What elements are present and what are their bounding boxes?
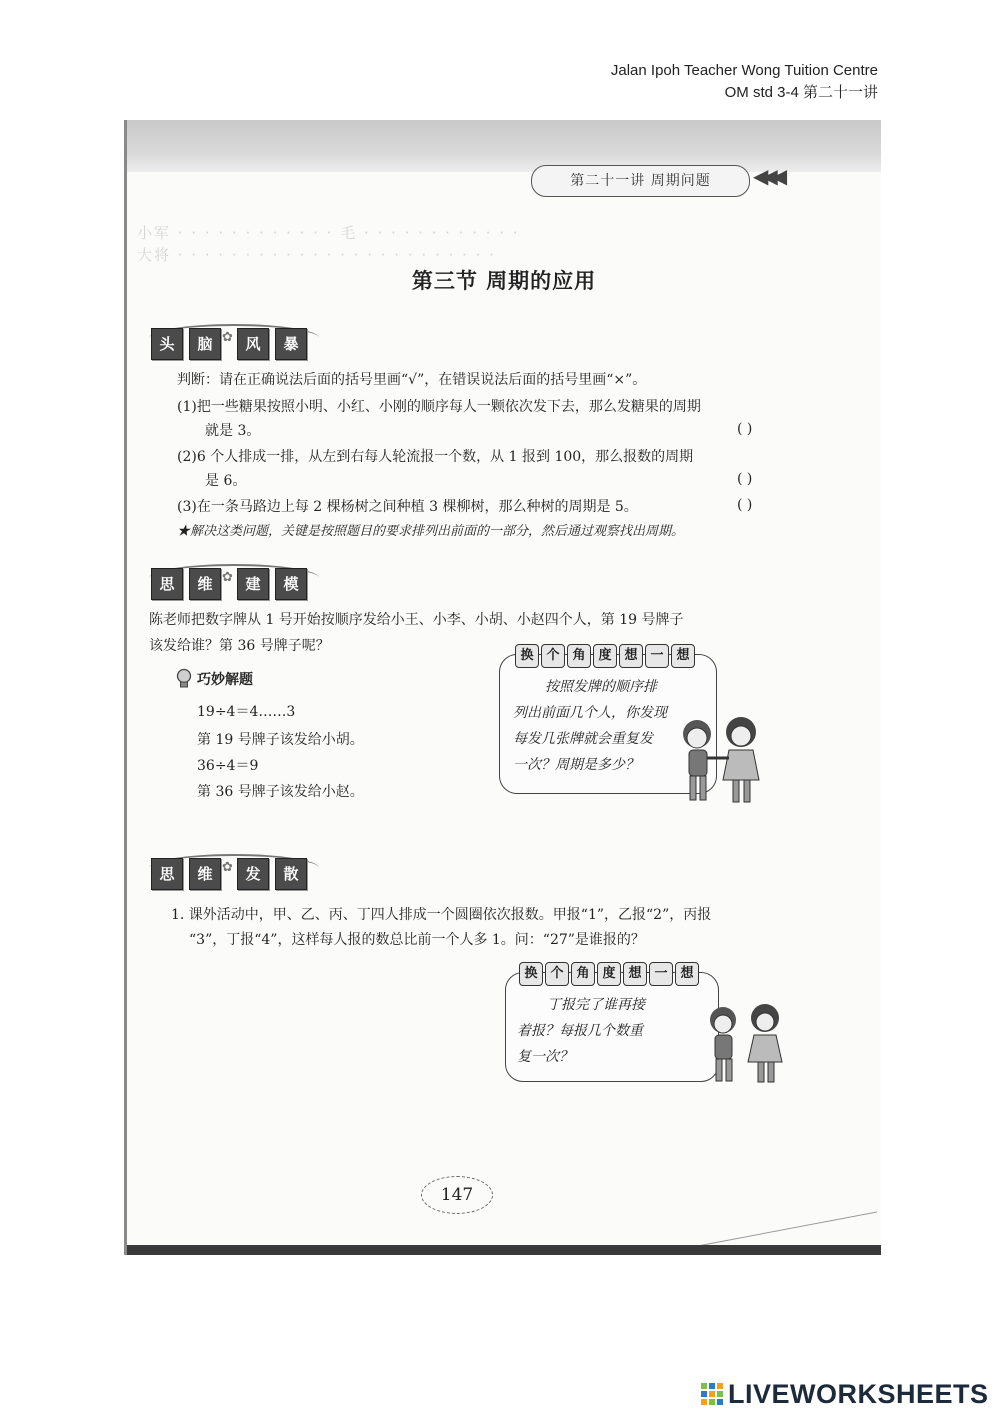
liveworksheets-icon (700, 1382, 724, 1406)
liveworksheets-logo[interactable] (700, 1378, 989, 1410)
hint-1-line-1: 按照发牌的顺序排 (545, 679, 657, 695)
hint-char: 想 (675, 962, 699, 986)
banner-divergent (149, 850, 319, 884)
answer-blank-1[interactable]: ( ) (737, 421, 753, 437)
flower-icon: ✿ (222, 860, 233, 875)
bleed-through-text-1: 小军 · · · · · · · · · · · · 毛 · · · · · · · · · · · · (137, 224, 520, 242)
liveworksheets-brand: LIVEWORKSHEETS (728, 1378, 989, 1409)
banner-tile: 建 (237, 568, 269, 600)
hint-char: 换 (515, 644, 539, 668)
hint-1-line-2: 列出前面几个人，你发现 (513, 705, 667, 721)
hint-char: 度 (597, 962, 621, 986)
hint-header-2 (519, 962, 699, 986)
bleed-through-text-2: 大将 · · · · · · · · · · · · · · · · · · · · · · · · (137, 246, 496, 264)
answer-blank-3[interactable]: ( ) (737, 497, 753, 513)
banner-tile: 暴 (275, 328, 307, 360)
hint-2-line-1: 丁报完了谁再接 (547, 997, 645, 1013)
solution-step-1: 19÷4＝4……3 (197, 704, 296, 720)
answer-blank-2[interactable]: ( ) (737, 471, 753, 487)
banner-tile: 风 (237, 328, 269, 360)
tip-text: ★解决这类问题，关键是按照题目的要求排列出前面的一部分，然后通过观察找出周期。 (177, 524, 685, 539)
chevron-arrows-icon: ◀◀◀ (753, 164, 782, 188)
hint-1-line-4: 一次？周期是多少？ (513, 757, 639, 773)
divergent-question-line-1: 1. 课外活动中，甲、乙、丙、丁四人排成一个圆圈依次报数。甲报“1”，乙报“2”，丙报 (171, 907, 712, 923)
hint-2-line-3: 复一次？ (517, 1049, 573, 1065)
scan-fold-line (687, 1210, 877, 1250)
solution-step-3: 36÷4＝9 (197, 758, 259, 774)
solution-label: 巧妙解题 (197, 672, 253, 688)
section-title: 第三节 周期的应用 (411, 269, 597, 293)
solution-step-2: 第 19 号牌子该发给小胡。 (197, 732, 364, 748)
scanned-page (124, 120, 881, 1255)
divergent-question-line-2: “3”，丁报“4”，这样每人报的数总比前一个人多 1。问：“27”是谁报的？ (189, 932, 645, 948)
chapter-tab: 第二十一讲 周期问题 (531, 165, 750, 197)
banner-tile: 脑 (189, 328, 221, 360)
banner-tile: 思 (151, 858, 183, 890)
solution-step-4: 第 36 号牌子该发给小赵。 (197, 784, 364, 800)
header-line-2: OM std 3-4 第二十一讲 (724, 84, 878, 101)
hint-header-1 (515, 644, 695, 668)
question-1-line-1: (1)把一些糖果按照小明、小红、小刚的顺序每人一颗依次发下去，那么发糖果的周期 (177, 399, 701, 415)
banner-tile: 思 (151, 568, 183, 600)
banner-tile: 散 (275, 858, 307, 890)
hint-char: 想 (623, 962, 647, 986)
banner-tile: 头 (151, 328, 183, 360)
hint-char: 一 (649, 962, 673, 986)
banner-tile: 维 (189, 568, 221, 600)
question-2-line-1: (2)6 个人排成一排，从左到右每人轮流报一个数，从 1 报到 100，那么报数的周期 (177, 449, 694, 465)
flower-icon: ✿ (222, 570, 233, 585)
hint-char: 度 (593, 644, 617, 668)
hint-char: 个 (541, 644, 565, 668)
hint-char: 想 (671, 644, 695, 668)
hint-2-line-2: 着报？每报几个数重 (517, 1023, 643, 1039)
question-2-line-2: 是 6。 (205, 473, 247, 489)
hint-char: 一 (645, 644, 669, 668)
scan-bottom-edge (127, 1245, 881, 1255)
hint-char: 换 (519, 962, 543, 986)
flower-icon: ✿ (222, 330, 233, 345)
banner-tile: 维 (189, 858, 221, 890)
banner-modeling (149, 560, 319, 594)
page-number: 147 (427, 1180, 487, 1210)
modeling-problem-line-2: 该发给谁？第 36 号牌子呢？ (149, 638, 330, 654)
question-3-line-1: (3)在一条马路边上每 2 棵杨树之间种植 3 棵柳树，那么种树的周期是 5。 (177, 499, 638, 515)
question-1-line-2: 就是 3。 (205, 423, 261, 439)
banner-tile: 模 (275, 568, 307, 600)
hint-char: 想 (619, 644, 643, 668)
cartoon-kids-illustration (667, 714, 777, 814)
cartoon-kids-illustration-2 (697, 1002, 797, 1092)
banner-tile: 发 (237, 858, 269, 890)
lightbulb-icon (175, 668, 193, 690)
instruction-text: 判断：请在正确说法后面的括号里画“√”，在错误说法后面的括号里画“×”。 (177, 372, 647, 388)
modeling-problem-line-1: 陈老师把数字牌从 1 号开始按顺序发给小王、小李、小胡、小赵四个人，第 19 号牌子 (149, 612, 684, 628)
hint-char: 个 (545, 962, 569, 986)
hint-char: 角 (567, 644, 591, 668)
hint-1-line-3: 每发几张牌就会重复发 (513, 731, 653, 747)
header-line-1: Jalan Ipoh Teacher Wong Tuition Centre (610, 62, 878, 79)
hint-char: 角 (571, 962, 595, 986)
banner-brainstorm (149, 320, 319, 354)
